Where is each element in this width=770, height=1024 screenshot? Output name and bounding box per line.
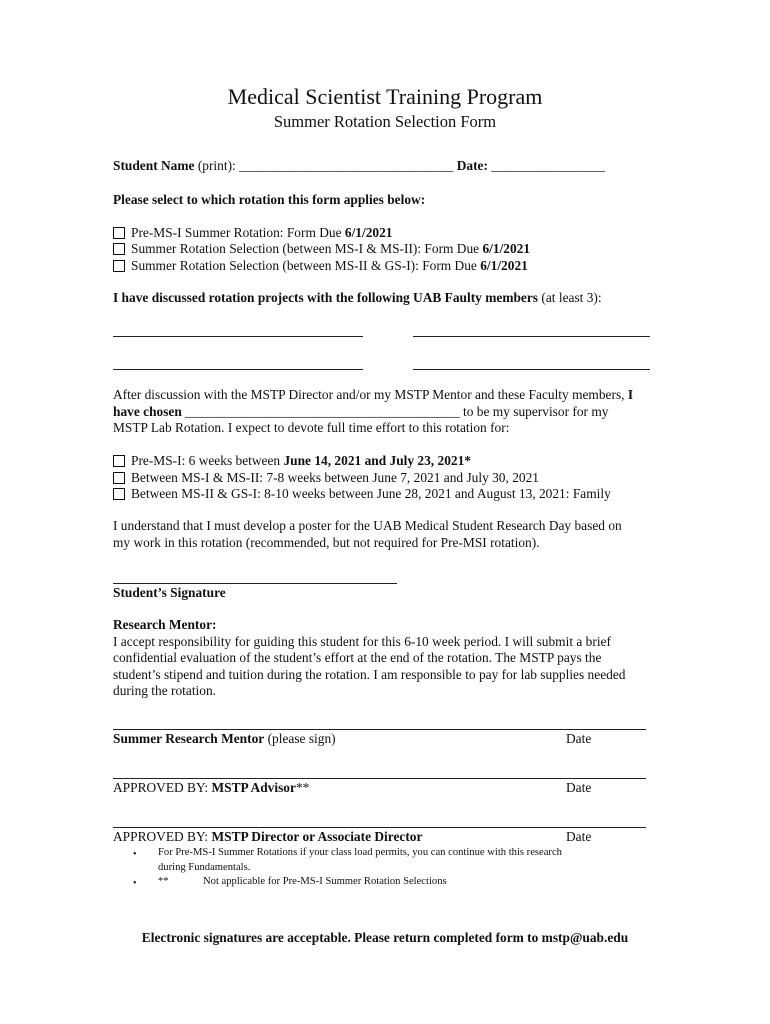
faculty-line-2[interactable]: [413, 336, 650, 337]
duration-option-pre-ms1[interactable]: Pre-MS-I: 6 weeks between June 14, 2021 and July 23, 2021*: [113, 453, 471, 469]
note-2-text: Not applicable for Pre-MS-I Summer Rotation Selections: [203, 876, 447, 887]
poster-paragraph: I understand that I must develop a poster for the UAB Medical Student Research Day based on my work in this rotation (recommended, but not required for Pre-MSI rotation).: [113, 518, 622, 550]
faculty-line-3[interactable]: [113, 369, 363, 370]
checkbox[interactable]: [113, 488, 125, 500]
director-date-label: Date: [566, 829, 592, 844]
student-name-field[interactable]: (print): ________________________________: [194, 158, 457, 173]
advisor-signature-line[interactable]: [113, 778, 646, 779]
student-name-row[interactable]: [113, 158, 605, 175]
rotation-option-ms2-gs1[interactable]: Summer Rotation Selection (between MS-II & GS-I): Form Due 6/1/2021: [113, 258, 528, 274]
note-2-marker: **: [158, 876, 169, 887]
footer-note: Electronic signatures are acceptable. Please return completed form to mstp@uab.edu: [141, 930, 629, 945]
note-1: For Pre-MS-I Summer Rotations if your class load permits, you can continue with this research during Fundamentals.: [158, 847, 562, 873]
mentor-signature-label: Summer Research Mentor (please sign): [113, 731, 336, 746]
date-field[interactable]: _________________: [487, 158, 606, 173]
student-signature-line[interactable]: [113, 583, 397, 584]
discussion-paragraph: After discussion with the MSTP Director and/or my MSTP Mentor and these Faculty members, I have chosen _________________________________________ to be my supervisor for my MSTP Lab Rotation. I expect to devote full time effort to this rotation for:: [113, 387, 634, 435]
faculty-line-1[interactable]: [113, 336, 363, 337]
checkbox[interactable]: [113, 472, 125, 484]
duration-option-ms1-ms2[interactable]: Between MS-I & MS-II: 7-8 weeks between June 7, 2021 and July 30, 2021: [113, 470, 539, 486]
checkbox[interactable]: [113, 243, 125, 255]
director-signature-line[interactable]: [113, 827, 646, 828]
bullet-icon: •: [133, 849, 137, 860]
mentor-section: Research Mentor: I accept responsibility for guiding this student for this 6-10 week period. I will submit a brief confidential evaluation of the student’s effort at the end of the rotation. The MSTP pays the student’s stipend and tuition during the rotation. I am responsible to pay for lab supplies needed during the rotation.: [113, 617, 658, 700]
director-signature-label: APPROVED BY: MSTP Director or Associate Director: [113, 829, 423, 844]
student-name-label: Student Name: [113, 158, 195, 173]
supervisor-field[interactable]: _________________________________________ to be my supervisor for my: [181, 403, 609, 419]
faculty-line-4[interactable]: [413, 369, 650, 370]
form-subtitle: Summer Rotation Selection Form: [273, 112, 497, 131]
rotation-option-pre-ms1[interactable]: Pre-MS-I Summer Rotation: Form Due 6/1/2021: [113, 225, 393, 241]
student-signature-label: Student’s Signature: [113, 585, 226, 600]
advisor-signature-label: APPROVED BY: MSTP Advisor**: [113, 780, 310, 795]
rotation-option-ms1-ms2[interactable]: Summer Rotation Selection (between MS-I & MS-II): Form Due 6/1/2021: [113, 241, 530, 257]
checkbox[interactable]: [113, 455, 125, 467]
rotation-select-heading: Please select to which rotation this form applies below:: [113, 192, 426, 207]
checkbox[interactable]: [113, 260, 125, 272]
bullet-icon: •: [133, 878, 137, 889]
advisor-date-label: Date: [566, 780, 592, 795]
faculty-heading: I have discussed rotation projects with the following UAB Faulty members (at least 3):: [113, 290, 602, 305]
checkbox[interactable]: [113, 227, 125, 239]
duration-option-ms2-gs1[interactable]: Between MS-II & GS-I: 8-10 weeks between June 28, 2021 and August 13, 2021: Family: [113, 486, 611, 502]
mentor-date-label: Date: [566, 731, 592, 746]
mentor-heading: Research Mentor:: [113, 617, 217, 632]
form-title: Medical Scientist Training Program: [227, 84, 543, 109]
date-label: Date:: [456, 158, 488, 173]
mentor-signature-line[interactable]: [113, 729, 646, 730]
